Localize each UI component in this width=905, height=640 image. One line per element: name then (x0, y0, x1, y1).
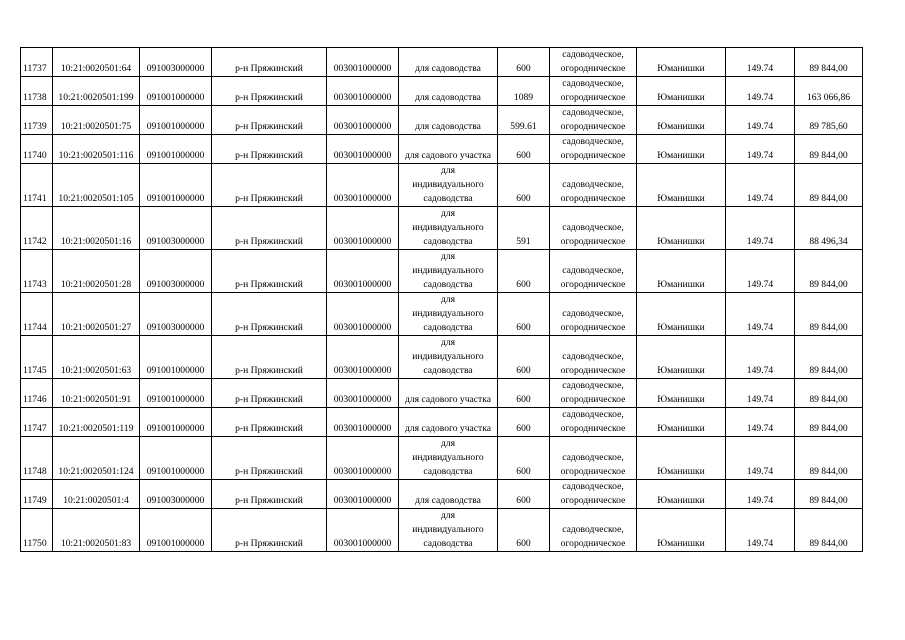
table-row (21, 164, 863, 207)
cell-locality: Юманишки (637, 480, 726, 509)
land-category-line: садоводческое, (562, 452, 624, 463)
land-category-line: огородническое (560, 365, 626, 376)
cell-land-category (550, 77, 637, 106)
cell-zone-code: 003001000000 (327, 437, 399, 480)
permitted-use-line: для (440, 165, 456, 176)
land-category-line: садоводческое, (562, 78, 624, 89)
cell-specific-value: 149.74 (726, 293, 795, 336)
land-category-line: садоводческое, (562, 222, 624, 233)
cell-area: 1089 (498, 77, 550, 106)
land-category-line: садоводческое, (562, 49, 624, 60)
cell-cadastral-number: 10:21:0020501:105 (53, 164, 140, 207)
cell-permitted-use (399, 379, 498, 408)
cell-district: р-н Пряжинский (212, 437, 327, 480)
cell-oktmo-code: 091003000000 (140, 250, 212, 293)
permitted-use-line: для садоводства (415, 92, 481, 103)
cell-district: р-н Пряжинский (212, 379, 327, 408)
cell-land-category (550, 48, 637, 77)
permitted-use-line: для садоводства (415, 63, 481, 74)
cell-area: 599.61 (498, 106, 550, 135)
cell-cadastral-number: 10:21:0020501:119 (53, 408, 140, 437)
cell-oktmo-code: 091001000000 (140, 77, 212, 106)
land-category-line: огородническое (560, 322, 626, 333)
cell-cadastral-value: 89 844,00 (795, 509, 863, 552)
cell-land-category (550, 379, 637, 408)
land-category-line: садоводческое, (562, 409, 624, 420)
cell-permitted-use (399, 48, 498, 77)
cell-cadastral-number: 10:21:0020501:4 (53, 480, 140, 509)
land-category-line: огородническое (560, 423, 626, 434)
cell-zone-code: 003001000000 (327, 77, 399, 106)
cell-permitted-use (399, 293, 498, 336)
land-category-line: садоводческое, (562, 481, 624, 492)
permitted-use-line: садоводства (423, 322, 473, 333)
cell-district: р-н Пряжинский (212, 164, 327, 207)
land-category-line: огородническое (560, 193, 626, 204)
table-body (21, 48, 863, 552)
cell-locality: Юманишки (637, 48, 726, 77)
cell-cadastral-number: 10:21:0020501:28 (53, 250, 140, 293)
cell-cadastral-number: 10:21:0020501:63 (53, 336, 140, 379)
cell-oktmo-code: 091003000000 (140, 48, 212, 77)
permitted-use-line: садоводства (423, 466, 473, 477)
cell-cadastral-number: 10:21:0020501:116 (53, 135, 140, 164)
cell-permitted-use (399, 250, 498, 293)
cell-cadastral-value: 89 844,00 (795, 250, 863, 293)
cell-district: р-н Пряжинский (212, 336, 327, 379)
table-row (21, 379, 863, 408)
cell-district: р-н Пряжинский (212, 408, 327, 437)
cell-row-number: 11741 (21, 164, 53, 207)
cell-specific-value: 149.74 (726, 164, 795, 207)
cell-locality: Юманишки (637, 106, 726, 135)
land-category-line: огородническое (560, 236, 626, 247)
permitted-use-line: для (440, 251, 456, 262)
cell-area: 600 (498, 480, 550, 509)
cell-locality: Юманишки (637, 135, 726, 164)
cell-area: 600 (498, 250, 550, 293)
cell-locality: Юманишки (637, 509, 726, 552)
cell-area: 600 (498, 164, 550, 207)
cell-locality: Юманишки (637, 250, 726, 293)
permitted-use-line: для садового участка (404, 423, 492, 434)
cell-oktmo-code: 091001000000 (140, 106, 212, 135)
permitted-use-line: для (440, 438, 456, 449)
cell-row-number: 11744 (21, 293, 53, 336)
cell-cadastral-value: 89 844,00 (795, 408, 863, 437)
cell-oktmo-code: 091003000000 (140, 207, 212, 250)
cell-cadastral-value: 89 844,00 (795, 336, 863, 379)
cell-row-number: 11745 (21, 336, 53, 379)
permitted-use-line: садоводства (423, 193, 473, 204)
land-category-line: садоводческое, (562, 179, 624, 190)
cell-specific-value: 149.74 (726, 336, 795, 379)
cell-land-category (550, 250, 637, 293)
permitted-use-line: садоводства (423, 538, 473, 549)
land-category-line: огородническое (560, 466, 626, 477)
table-row (21, 250, 863, 293)
cell-zone-code: 003001000000 (327, 509, 399, 552)
land-category-line: садоводческое, (562, 107, 624, 118)
table-row (21, 480, 863, 509)
cell-locality: Юманишки (637, 437, 726, 480)
cell-zone-code: 003001000000 (327, 106, 399, 135)
cell-zone-code: 003001000000 (327, 250, 399, 293)
cell-land-category (550, 480, 637, 509)
cell-zone-code: 003001000000 (327, 164, 399, 207)
table-row (21, 106, 863, 135)
cell-permitted-use (399, 77, 498, 106)
cell-permitted-use (399, 164, 498, 207)
cell-zone-code: 003001000000 (327, 336, 399, 379)
cell-specific-value: 149.74 (726, 437, 795, 480)
cell-oktmo-code: 091001000000 (140, 135, 212, 164)
cell-land-category (550, 135, 637, 164)
cell-row-number: 11742 (21, 207, 53, 250)
cell-cadastral-value: 89 844,00 (795, 293, 863, 336)
cell-cadastral-value: 89 844,00 (795, 164, 863, 207)
cell-row-number: 11743 (21, 250, 53, 293)
table-row (21, 77, 863, 106)
table-row (21, 408, 863, 437)
cell-cadastral-number: 10:21:0020501:27 (53, 293, 140, 336)
cell-permitted-use (399, 437, 498, 480)
permitted-use-line: садоводства (423, 279, 473, 290)
cell-zone-code: 003001000000 (327, 293, 399, 336)
land-category-line: огородническое (560, 92, 626, 103)
permitted-use-line: для (440, 208, 456, 219)
cell-permitted-use (399, 509, 498, 552)
cell-district: р-н Пряжинский (212, 48, 327, 77)
cell-cadastral-value: 89 844,00 (795, 48, 863, 77)
cell-row-number: 11740 (21, 135, 53, 164)
land-category-line: огородническое (560, 150, 626, 161)
cell-specific-value: 149.74 (726, 48, 795, 77)
cell-cadastral-value: 89 844,00 (795, 379, 863, 408)
land-category-line: огородническое (560, 63, 626, 74)
cell-land-category (550, 293, 637, 336)
table-row (21, 135, 863, 164)
cell-area: 600 (498, 293, 550, 336)
cell-zone-code: 003001000000 (327, 480, 399, 509)
cell-land-category (550, 207, 637, 250)
cell-oktmo-code: 091003000000 (140, 480, 212, 509)
permitted-use-line: для (440, 337, 456, 348)
cell-specific-value: 149.74 (726, 379, 795, 408)
cell-land-category (550, 437, 637, 480)
cell-row-number: 11737 (21, 48, 53, 77)
cell-area: 600 (498, 379, 550, 408)
cell-cadastral-number: 10:21:0020501:75 (53, 106, 140, 135)
cell-specific-value: 149.74 (726, 106, 795, 135)
cell-oktmo-code: 091001000000 (140, 164, 212, 207)
cell-locality: Юманишки (637, 336, 726, 379)
cell-row-number: 11738 (21, 77, 53, 106)
cell-cadastral-number: 10:21:0020501:64 (53, 48, 140, 77)
land-category-line: огородническое (560, 279, 626, 290)
cell-specific-value: 149.74 (726, 135, 795, 164)
cell-locality: Юманишки (637, 293, 726, 336)
cell-permitted-use (399, 106, 498, 135)
cell-area: 600 (498, 408, 550, 437)
cell-area: 600 (498, 437, 550, 480)
cell-locality: Юманишки (637, 77, 726, 106)
cell-land-category (550, 408, 637, 437)
cell-locality: Юманишки (637, 207, 726, 250)
cell-specific-value: 149.74 (726, 250, 795, 293)
permitted-use-line: индивидуального (412, 179, 484, 190)
cell-cadastral-number: 10:21:0020501:91 (53, 379, 140, 408)
cell-row-number: 11750 (21, 509, 53, 552)
land-category-line: огородническое (560, 394, 626, 405)
cell-permitted-use (399, 336, 498, 379)
cell-zone-code: 003001000000 (327, 408, 399, 437)
cell-oktmo-code: 091001000000 (140, 336, 212, 379)
cell-cadastral-value: 88 496,34 (795, 207, 863, 250)
cell-locality: Юманишки (637, 379, 726, 408)
cell-oktmo-code: 091001000000 (140, 437, 212, 480)
cell-zone-code: 003001000000 (327, 379, 399, 408)
land-category-line: садоводческое, (562, 136, 624, 147)
cell-locality: Юманишки (637, 408, 726, 437)
cell-area: 600 (498, 336, 550, 379)
land-category-line: садоводческое, (562, 308, 624, 319)
cell-cadastral-number: 10:21:0020501:83 (53, 509, 140, 552)
table-row (21, 293, 863, 336)
cell-specific-value: 149.74 (726, 207, 795, 250)
cell-land-category (550, 106, 637, 135)
table-row (21, 48, 863, 77)
cell-area: 591 (498, 207, 550, 250)
cell-land-category (550, 164, 637, 207)
land-category-line: огородническое (560, 121, 626, 132)
permitted-use-line: садоводства (423, 365, 473, 376)
cell-cadastral-value: 89 844,00 (795, 480, 863, 509)
permitted-use-line: для садоводства (415, 121, 481, 132)
cell-specific-value: 149.74 (726, 408, 795, 437)
cell-cadastral-number: 10:21:0020501:124 (53, 437, 140, 480)
cell-oktmo-code: 091001000000 (140, 509, 212, 552)
cell-specific-value: 149.74 (726, 480, 795, 509)
cell-permitted-use (399, 135, 498, 164)
permitted-use-line: садоводства (423, 236, 473, 247)
permitted-use-line: для (440, 510, 456, 521)
cell-permitted-use (399, 408, 498, 437)
permitted-use-line: индивидуального (412, 308, 484, 319)
cell-area: 600 (498, 135, 550, 164)
permitted-use-line: индивидуального (412, 265, 484, 276)
cell-area: 600 (498, 48, 550, 77)
table-row (21, 437, 863, 480)
permitted-use-line: для садового участка (404, 150, 492, 161)
cell-specific-value: 149.74 (726, 509, 795, 552)
cell-permitted-use (399, 207, 498, 250)
cell-district: р-н Пряжинский (212, 293, 327, 336)
cell-area: 600 (498, 509, 550, 552)
cell-cadastral-value: 89 785,60 (795, 106, 863, 135)
cell-district: р-н Пряжинский (212, 250, 327, 293)
land-category-line: садоводческое, (562, 265, 624, 276)
cell-row-number: 11749 (21, 480, 53, 509)
cell-cadastral-number: 10:21:0020501:199 (53, 77, 140, 106)
land-category-line: садоводческое, (562, 524, 624, 535)
cell-land-category (550, 509, 637, 552)
cell-district: р-н Пряжинский (212, 480, 327, 509)
permitted-use-line: индивидуального (412, 524, 484, 535)
permitted-use-line: индивидуального (412, 452, 484, 463)
land-category-line: садоводческое, (562, 380, 624, 391)
cell-district: р-н Пряжинский (212, 77, 327, 106)
cell-land-category (550, 336, 637, 379)
cell-row-number: 11739 (21, 106, 53, 135)
land-category-line: огородническое (560, 495, 626, 506)
cell-district: р-н Пряжинский (212, 135, 327, 164)
table-row (21, 207, 863, 250)
table-row (21, 509, 863, 552)
cell-cadastral-value: 163 066,86 (795, 77, 863, 106)
permitted-use-line: для (440, 294, 456, 305)
cell-zone-code: 003001000000 (327, 48, 399, 77)
cell-specific-value: 149.74 (726, 77, 795, 106)
land-category-line: огородническое (560, 538, 626, 549)
permitted-use-line: для садового участка (404, 394, 492, 405)
cell-district: р-н Пряжинский (212, 207, 327, 250)
cell-row-number: 11748 (21, 437, 53, 480)
cell-row-number: 11746 (21, 379, 53, 408)
table-row (21, 336, 863, 379)
cell-cadastral-value: 89 844,00 (795, 135, 863, 164)
cell-cadastral-value: 89 844,00 (795, 437, 863, 480)
permitted-use-line: для садоводства (415, 495, 481, 506)
cell-oktmo-code: 091001000000 (140, 379, 212, 408)
cell-zone-code: 003001000000 (327, 207, 399, 250)
land-category-line: садоводческое, (562, 351, 624, 362)
permitted-use-line: индивидуального (412, 222, 484, 233)
cell-oktmo-code: 091003000000 (140, 293, 212, 336)
cell-zone-code: 003001000000 (327, 135, 399, 164)
cell-oktmo-code: 091001000000 (140, 408, 212, 437)
cell-district: р-н Пряжинский (212, 509, 327, 552)
permitted-use-line: индивидуального (412, 351, 484, 362)
cell-permitted-use (399, 480, 498, 509)
cell-cadastral-number: 10:21:0020501:16 (53, 207, 140, 250)
land-parcels-table (20, 47, 863, 552)
cell-locality: Юманишки (637, 164, 726, 207)
cell-row-number: 11747 (21, 408, 53, 437)
cell-district: р-н Пряжинский (212, 106, 327, 135)
